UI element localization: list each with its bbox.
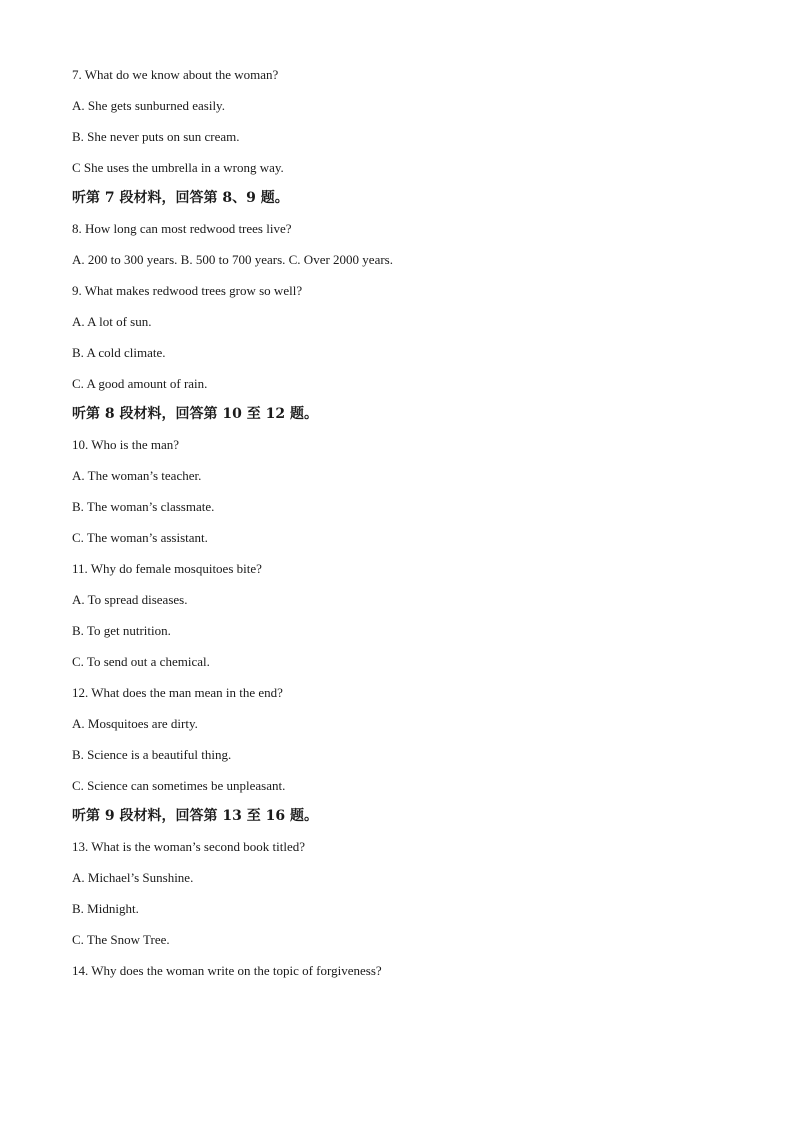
- option-10b: B. The woman’s classmate.: [72, 499, 215, 514]
- option-13c: C. The Snow Tree.: [72, 932, 170, 947]
- option-13a: A. Michael’s Sunshine.: [72, 870, 194, 885]
- question-8: 8. How long can most redwood trees live?: [72, 221, 292, 236]
- option-7c: C She uses the umbrella in a wrong way.: [72, 160, 284, 175]
- question-10: 10. Who is the man?: [72, 437, 179, 452]
- option-9b: B. A cold climate.: [72, 345, 166, 360]
- option-12c: C. Science can sometimes be unpleasant.: [72, 778, 286, 793]
- section-heading-9: 听第 9 段材料，回答第 13 至 16 题。: [72, 808, 318, 824]
- option-7b: B. She never puts on sun cream.: [72, 129, 240, 144]
- option-9a: A. A lot of sun.: [72, 314, 152, 329]
- section-heading-7: 听第 7 段材料，回答第 8、9 题。: [72, 190, 289, 206]
- option-7a: A. She gets sunburned easily.: [72, 98, 225, 113]
- option-9c: C. A good amount of rain.: [72, 376, 208, 391]
- question-12: 12. What does the man mean in the end?: [72, 685, 283, 700]
- option-13b: B. Midnight.: [72, 901, 139, 916]
- section-heading-8: 听第 8 段材料，回答第 10 至 12 题。: [72, 406, 318, 422]
- option-11c: C. To send out a chemical.: [72, 654, 210, 669]
- option-10a: A. The woman’s teacher.: [72, 468, 202, 483]
- question-14: 14. Why does the woman write on the topic of forgiveness?: [72, 963, 382, 978]
- option-10c: C. The woman’s assistant.: [72, 530, 208, 545]
- question-13: 13. What is the woman’s second book titled?: [72, 839, 305, 854]
- options-8: A. 200 to 300 years. B. 500 to 700 years. C. Over 2000 years.: [72, 252, 393, 267]
- question-7: 7. What do we know about the woman?: [72, 67, 279, 82]
- option-11b: B. To get nutrition.: [72, 623, 171, 638]
- question-11: 11. Why do female mosquitoes bite?: [72, 561, 262, 576]
- option-12b: B. Science is a beautiful thing.: [72, 747, 232, 762]
- option-12a: A. Mosquitoes are dirty.: [72, 716, 198, 731]
- option-11a: A. To spread diseases.: [72, 592, 188, 607]
- question-9: 9. What makes redwood trees grow so well?: [72, 283, 303, 298]
- document-page: [72, 66, 752, 993]
